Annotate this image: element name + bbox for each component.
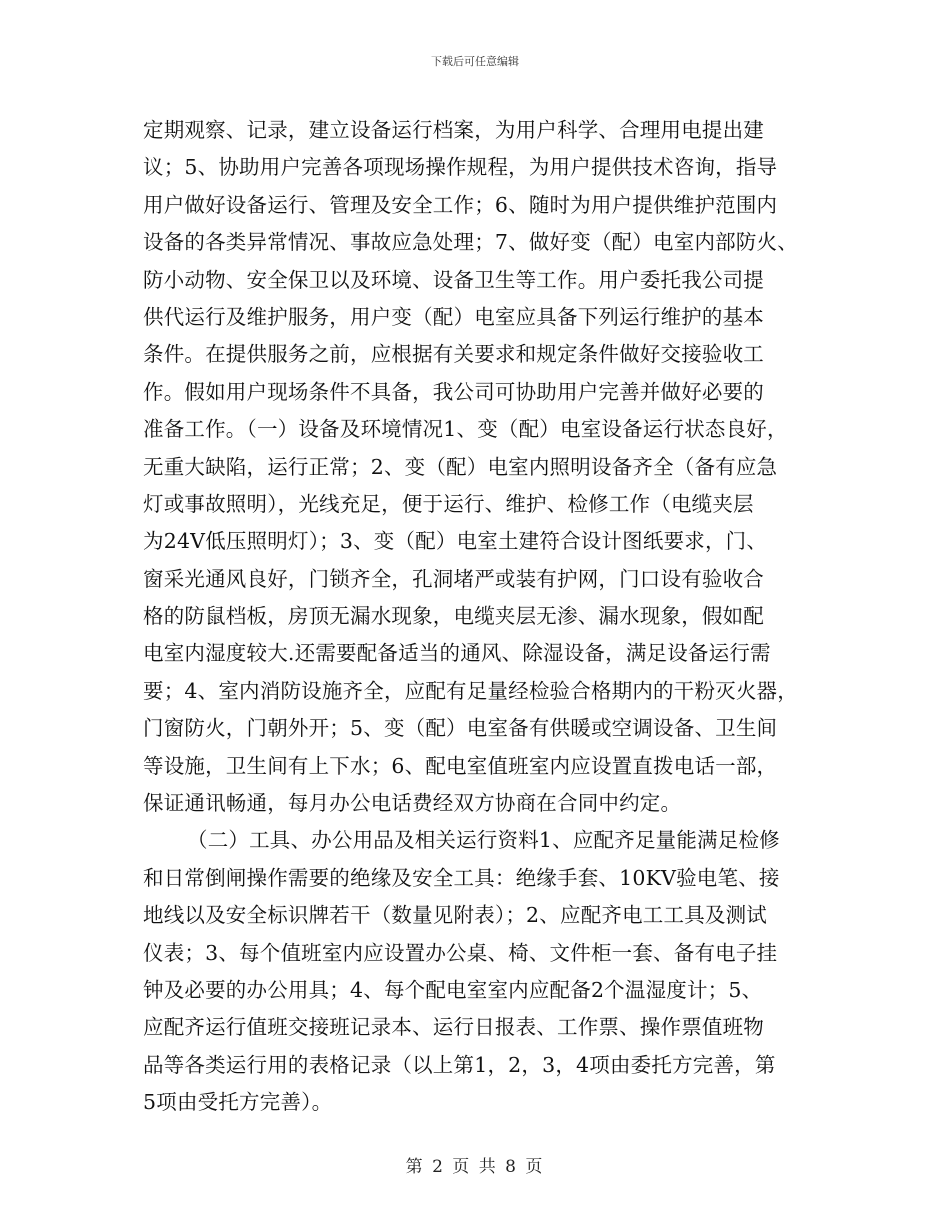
text-line: 地线以及安全标识牌若干（数量见附表）；2、应配齐电工工具及测试 — [143, 903, 767, 928]
text-line: 电室内湿度较大.还需要配备适当的通风、除湿设备，满足设备运行需 — [143, 641, 771, 666]
text-line: 钟及必要的办公用具；4、每个配电室室内应配备2个温湿度计；5、 — [143, 977, 763, 1002]
text-line: 作。假如用户现场条件不具备，我公司可协助用户完善并做好必要的 — [143, 379, 764, 404]
text-line: 应配齐运行值班交接班记录本、运行日报表、工作票、操作票值班物 — [143, 1015, 764, 1040]
text-line: 设备的各类异常情况、事故应急处理；7、做好变（配）电室内部防火、 — [143, 230, 798, 255]
text-line: 保证通讯畅通，每月办公电话费经双方协商在合同中约定。 — [143, 791, 682, 816]
text-line: （二）工具、办公用品及相关运行资料1、应配齐足量能满足检修 — [187, 828, 780, 853]
text-line: 和日常倒闸操作需要的绝缘及安全工具：绝缘手套、10KV验电笔、接 — [143, 865, 780, 890]
text-line: 灯或事故照明），光线充足，便于运行、维护、检修工作（电缆夹层 — [143, 491, 754, 516]
paragraph-1 — [143, 112, 833, 822]
header-note: 下载后可任意编辑 — [431, 55, 519, 68]
text-line: 品等各类运行用的表格记录（以上第1，2，3，4项由委托方完善，第 — [143, 1052, 776, 1077]
text-line: 门窗防火，门朝外开；5、变（配）电室备有供暖或空调设备、卫生间 — [143, 716, 778, 741]
text-line: 等设施，卫生间有上下水；6、配电室值班室内应设置直拨电话一部， — [143, 753, 778, 778]
text-line: 要；4、室内消防设施齐全，应配有足量经检验合格期内的干粉灭火器， — [143, 678, 798, 703]
text-line: 为24V低压照明灯）；3、变（配）电室土建符合设计图纸要求，门、 — [143, 529, 768, 554]
text-line: 定期观察、记录，建立设备运行档案，为用户科学、合理用电提出建 — [143, 118, 764, 142]
text-line: 防小动物、安全保卫以及环境、设备卫生等工作。用户委托我公司提 — [143, 267, 764, 292]
text-line: 仪表；3、每个值班室内应设置办公桌、椅、文件柜一套、备有电子挂 — [143, 940, 778, 965]
text-line: 条件。在提供服务之前，应根据有关要求和规定条件做好交接验收工 — [143, 342, 764, 367]
text-line: 窗采光通风良好，门锁齐全，孔洞堵严或装有护网，门口设有验收合 — [143, 566, 764, 591]
text-line: 议；5、协助用户完善各项现场操作规程，为用户提供技术咨询，指导 — [143, 155, 778, 180]
text-line: 无重大缺陷，运行正常；2、变（配）电室内照明设备齐全（备有应急 — [143, 454, 778, 479]
paragraph-2 — [143, 822, 833, 1121]
text-line: 格的防鼠档板，房顶无漏水现象，电缆夹层无渗、漏水现象，假如配 — [143, 604, 764, 629]
text-line: 准备工作。（一）设备及环境情况1、变（配）电室设备运行状态良好， — [143, 417, 788, 442]
document-body — [143, 112, 833, 1122]
text-line: 5项由受托方完善）。 — [143, 1090, 333, 1115]
page-number: 第 2 页 共 8 页 — [405, 1157, 545, 1177]
text-line: 用户做好设备运行、管理及安全工作；6、随时为用户提供维护范围内 — [143, 192, 778, 217]
text-line: 供代运行及维护服务，用户变（配）电室应具备下列运行维护的基本 — [143, 304, 764, 329]
